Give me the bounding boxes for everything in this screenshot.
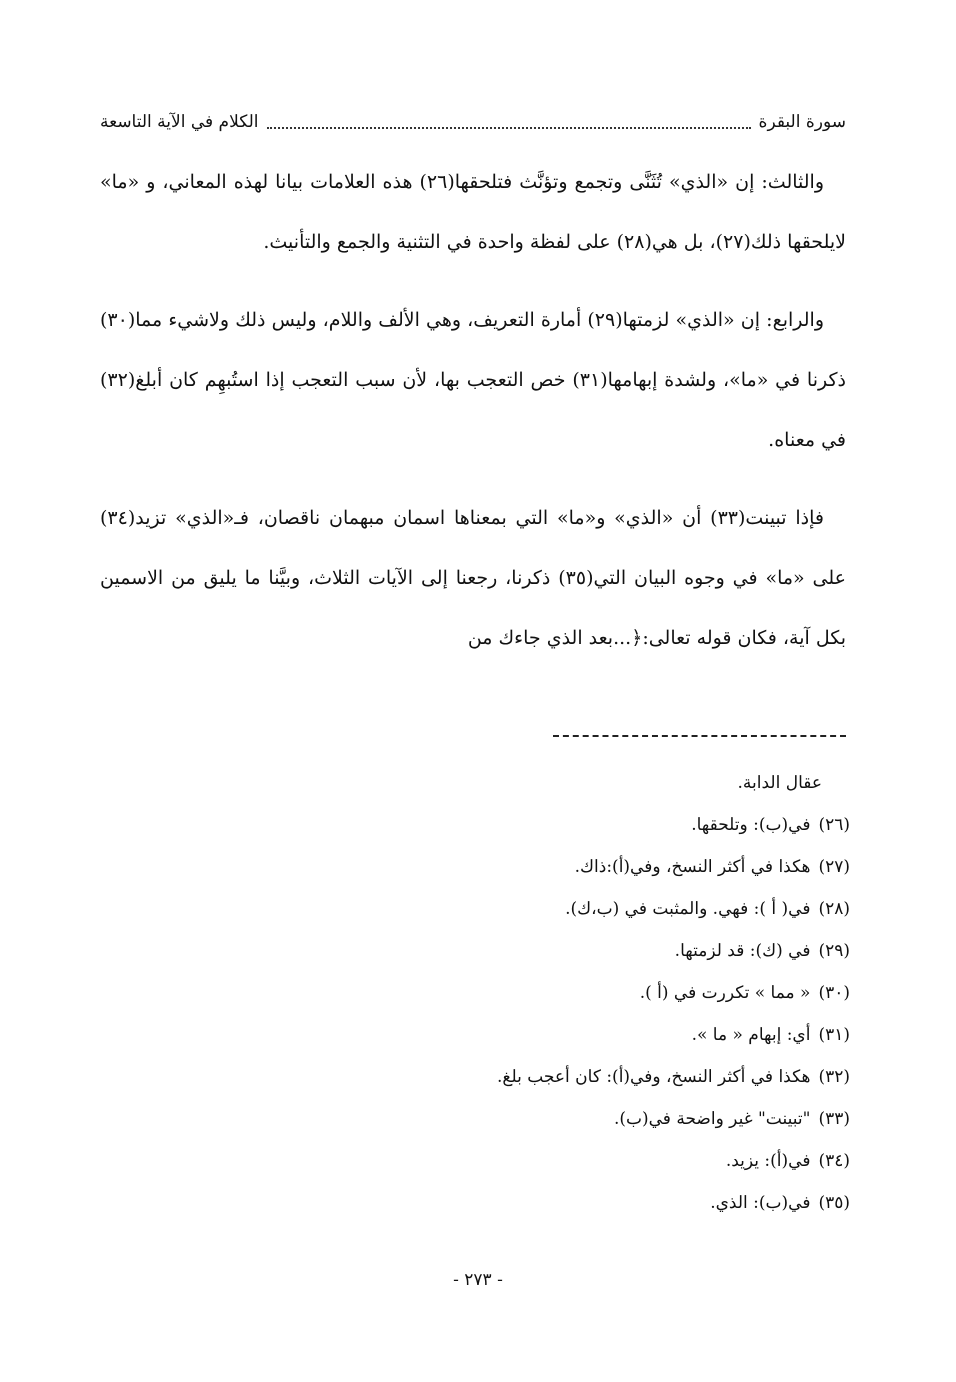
footnote (420, 846, 850, 888)
footnote-number: (٣١) (818, 1025, 850, 1045)
header-dot-leader (267, 115, 751, 129)
footnote-number: (٣٢) (818, 1067, 850, 1087)
footnote-number: (٣٠) (818, 983, 850, 1003)
footnote-number: (٢٨) (818, 899, 850, 919)
footnote-text: في(أ): يزيد. (725, 1151, 811, 1171)
paragraph-conclusion: فإذا تبينت(٣٣) أن «الذي» و«ما» التي بمعناها اسمان مبهمان ناقصان، فـ«الذي» تزيد(٣٤) على «ما» في وجوه البيان التي(٣٥) ذكرنا، رجعنا إلى الآيات الثلاث، وبيَّنا ما يليق من الاسمين بكل آية، فكان قوله تعالى:﴿...بعد الذي جاءك من (100, 507, 846, 649)
footnote-number: (٢٩) (818, 941, 850, 961)
footnote-text: « مما » تكررت في (أ ). (639, 983, 811, 1003)
footnote-number: (٣٥) (818, 1193, 850, 1213)
footnote (420, 1056, 850, 1098)
footnote (420, 1140, 850, 1182)
footnote-number: (٣٤) (818, 1151, 850, 1171)
footnote-text: "تبينت" غير واضحة في(ب). (613, 1109, 811, 1129)
footnote (420, 888, 850, 930)
header-section: الكلام في الآية التاسعة (100, 112, 259, 132)
footnote (420, 1014, 850, 1056)
footnote (420, 1098, 850, 1140)
footnote (420, 1182, 850, 1224)
footnote-text: أي: إبهام « ما ». (691, 1025, 811, 1045)
footnote (420, 930, 850, 972)
footnote-number: (٢٦) (818, 815, 850, 835)
paragraph-third: والثالث: إن «الذي» تُثَنَّى وتجمع وتؤنَّث فتلحقها(٢٦) هذه العلامات بيانا لهذه المعاني، و «ما» لايلحقها ذلك(٢٧)، بل هي(٢٨) على لفظة واحدة في التثنية والجمع والتأنيث. (100, 171, 846, 253)
header-surah: سورة البقرة (758, 112, 846, 132)
footnote-text: عقال الدابة. (737, 773, 822, 793)
footnote-continuation (420, 762, 850, 804)
paragraph-fourth: والرابع: إن «الذي» لزمتها(٢٩) أمارة التعريف، وهي الألف واللام، وليس ذلك ولاشيء مما(٣٠) ذكرنا في «ما»، ولشدة إبهامها(٣١) خص التعجب بها، لأن سبب التعجب إذا استُبهِم كان أبلغ(٣٢) في معناه. (100, 309, 846, 451)
footnote-text: في( أ ): فهي. والمثبت في (ب،ك). (565, 899, 811, 919)
footnote-number: (٣٣) (818, 1109, 850, 1129)
footnote-text: هكذا في أكثر النسخ، وفي(أ): كان أعجب بلغ. (497, 1067, 811, 1087)
footnote (420, 804, 850, 846)
footnotes (420, 762, 850, 1224)
footnote-number: (٢٧) (818, 857, 850, 877)
main-text (100, 152, 846, 686)
running-header (100, 105, 846, 139)
footnote-text: في(ب): وتلحقها. (691, 815, 811, 835)
footnote-text: في (ك): قد لزمتها. (674, 941, 811, 961)
footnote-separator (553, 735, 846, 737)
footnote-text: هكذا في أكثر النسخ، وفي(أ):ذاك. (574, 857, 811, 877)
page-number: - ٢٧٣ - (453, 1270, 503, 1290)
footnote-text: في(ب): الذي. (710, 1193, 811, 1213)
footnote (420, 972, 850, 1014)
